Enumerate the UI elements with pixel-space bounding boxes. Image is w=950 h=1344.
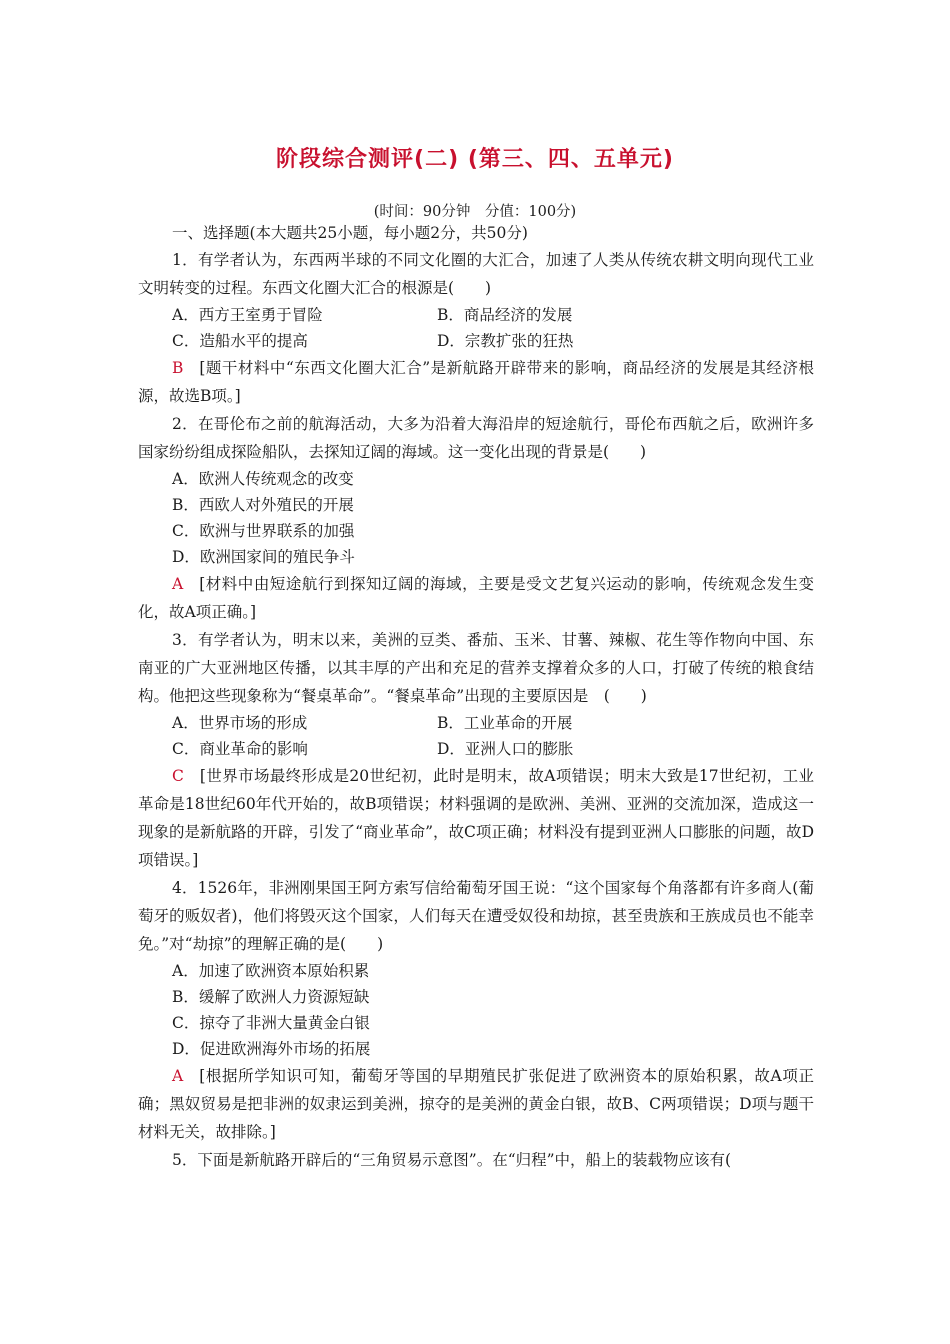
option-c: C．欧洲与世界联系的加强 xyxy=(172,522,355,540)
option-b: B．缓解了欧洲人力资源短缺 xyxy=(172,988,370,1006)
answer-letter: A xyxy=(172,575,184,593)
question-1 xyxy=(138,246,814,410)
question-stem: 3．有学者认为，明末以来，美洲的豆类、番茄、玉米、甘薯、辣椒、花生等作物向中国、东南亚的广大亚洲地区传播，以其丰厚的产出和充足的营养支撑着众多的人口，打破了传统的粮食结构。他把这些现象称为“餐桌革命”。“餐桌革命”出现的主要原因是 ( ) xyxy=(138,631,814,705)
answer-explanation xyxy=(138,354,814,410)
question-stem: 4．1526年，非洲刚果国王阿方索写信给葡萄牙国王说：“这个国家每个角落都有许多商人(葡萄牙的贩奴者)，他们将毁灭这个国家，人们每天在遭受奴役和劫掠，甚至贵族和王族成员也不能幸免。”对“劫掠”的理解正确的是( ) xyxy=(138,879,814,953)
option-a: A．加速了欧洲资本原始积累 xyxy=(172,962,370,980)
explanation-text: [题干材料中“东西文化圈大汇合”是新航路开辟带来的影响，商品经济的发展是其经济根源，故选B项。] xyxy=(138,359,814,405)
option-b: B．商品经济的发展 xyxy=(437,306,573,324)
option-b: B．工业革命的开展 xyxy=(437,714,573,732)
question-5 xyxy=(138,1146,814,1174)
option-c: C．掠夺了非洲大量黄金白银 xyxy=(172,1014,370,1032)
question-stem: 1．有学者认为，东西两半球的不同文化圈的大汇合，加速了人类从传统农耕文明向现代工业文明转变的过程。东西文化圈大汇合的根源是( ) xyxy=(138,251,814,297)
question-stem: 5．下面是新航路开辟后的“三角贸易示意图”。在“归程”中，船上的装载物应该有( xyxy=(172,1151,732,1169)
explanation-text: [材料中由短途航行到探知辽阔的海域，主要是受文艺复兴运动的影响，传统观念发生变化，故A项正确。] xyxy=(138,575,814,621)
explanation-text: [根据所学知识可知，葡萄牙等国的早期殖民扩张促进了欧洲资本的原始积累，故A项正确；黑奴贸易是把非洲的奴隶运到美洲，掠夺的是美洲的黄金白银，故B、C两项错误；D项与题干材料无关，故排除。] xyxy=(138,1067,814,1141)
answer-letter: C xyxy=(172,767,184,785)
exam-meta: (时间：90分钟 分值：100分) xyxy=(373,204,577,220)
explanation-text: [世界市场最终形成是20世纪初，此时是明末，故A项错误；明末大致是17世纪初，工业革命是18世纪60年代开始的，故B项错误；材料强调的是欧洲、美洲、亚洲的交流加深，造成这一现象的是新航路的开辟，引发了“商业革命”，故C项正确；材料没有提到亚洲人口膨胀的问题，故D项错误。] xyxy=(138,767,814,869)
option-a: A．西方王室勇于冒险 xyxy=(172,306,323,324)
option-row xyxy=(138,710,814,736)
question-stem: 2．在哥伦布之前的航海活动，大多为沿着大海沿岸的短途航行，哥伦布西航之后，欧洲许多国家纷纷组成探险船队，去探知辽阔的海域。这一变化出现的背景是( ) xyxy=(138,415,814,461)
answer-explanation xyxy=(138,762,814,874)
option-c: C．商业革命的影响 xyxy=(172,740,308,758)
answer-explanation xyxy=(138,1062,814,1146)
option-d: D．宗教扩张的狂热 xyxy=(437,332,574,350)
answer-explanation xyxy=(138,570,814,626)
option-d: D．促进欧洲海外市场的拓展 xyxy=(172,1040,371,1058)
option-d: D．亚洲人口的膨胀 xyxy=(437,740,574,758)
option-row xyxy=(138,328,814,354)
option-b: B．西欧人对外殖民的开展 xyxy=(172,496,354,514)
question-4 xyxy=(138,874,814,1146)
option-row xyxy=(138,302,814,328)
option-c: C．造船水平的提高 xyxy=(172,332,308,350)
option-d: D．欧洲国家间的殖民争斗 xyxy=(172,548,355,566)
question-list xyxy=(138,218,814,1174)
page-title: 阶段综合测评(二) (第三、四、五单元) xyxy=(276,147,674,172)
question-2 xyxy=(138,410,814,626)
section-heading: 一、选择题(本大题共25小题，每小题2分，共50分) xyxy=(172,224,528,242)
answer-letter: B xyxy=(172,359,184,377)
option-row xyxy=(138,736,814,762)
option-a: A．世界市场的形成 xyxy=(172,714,308,732)
option-a: A．欧洲人传统观念的改变 xyxy=(172,470,354,488)
question-3 xyxy=(138,626,814,874)
answer-letter: A xyxy=(172,1067,184,1085)
